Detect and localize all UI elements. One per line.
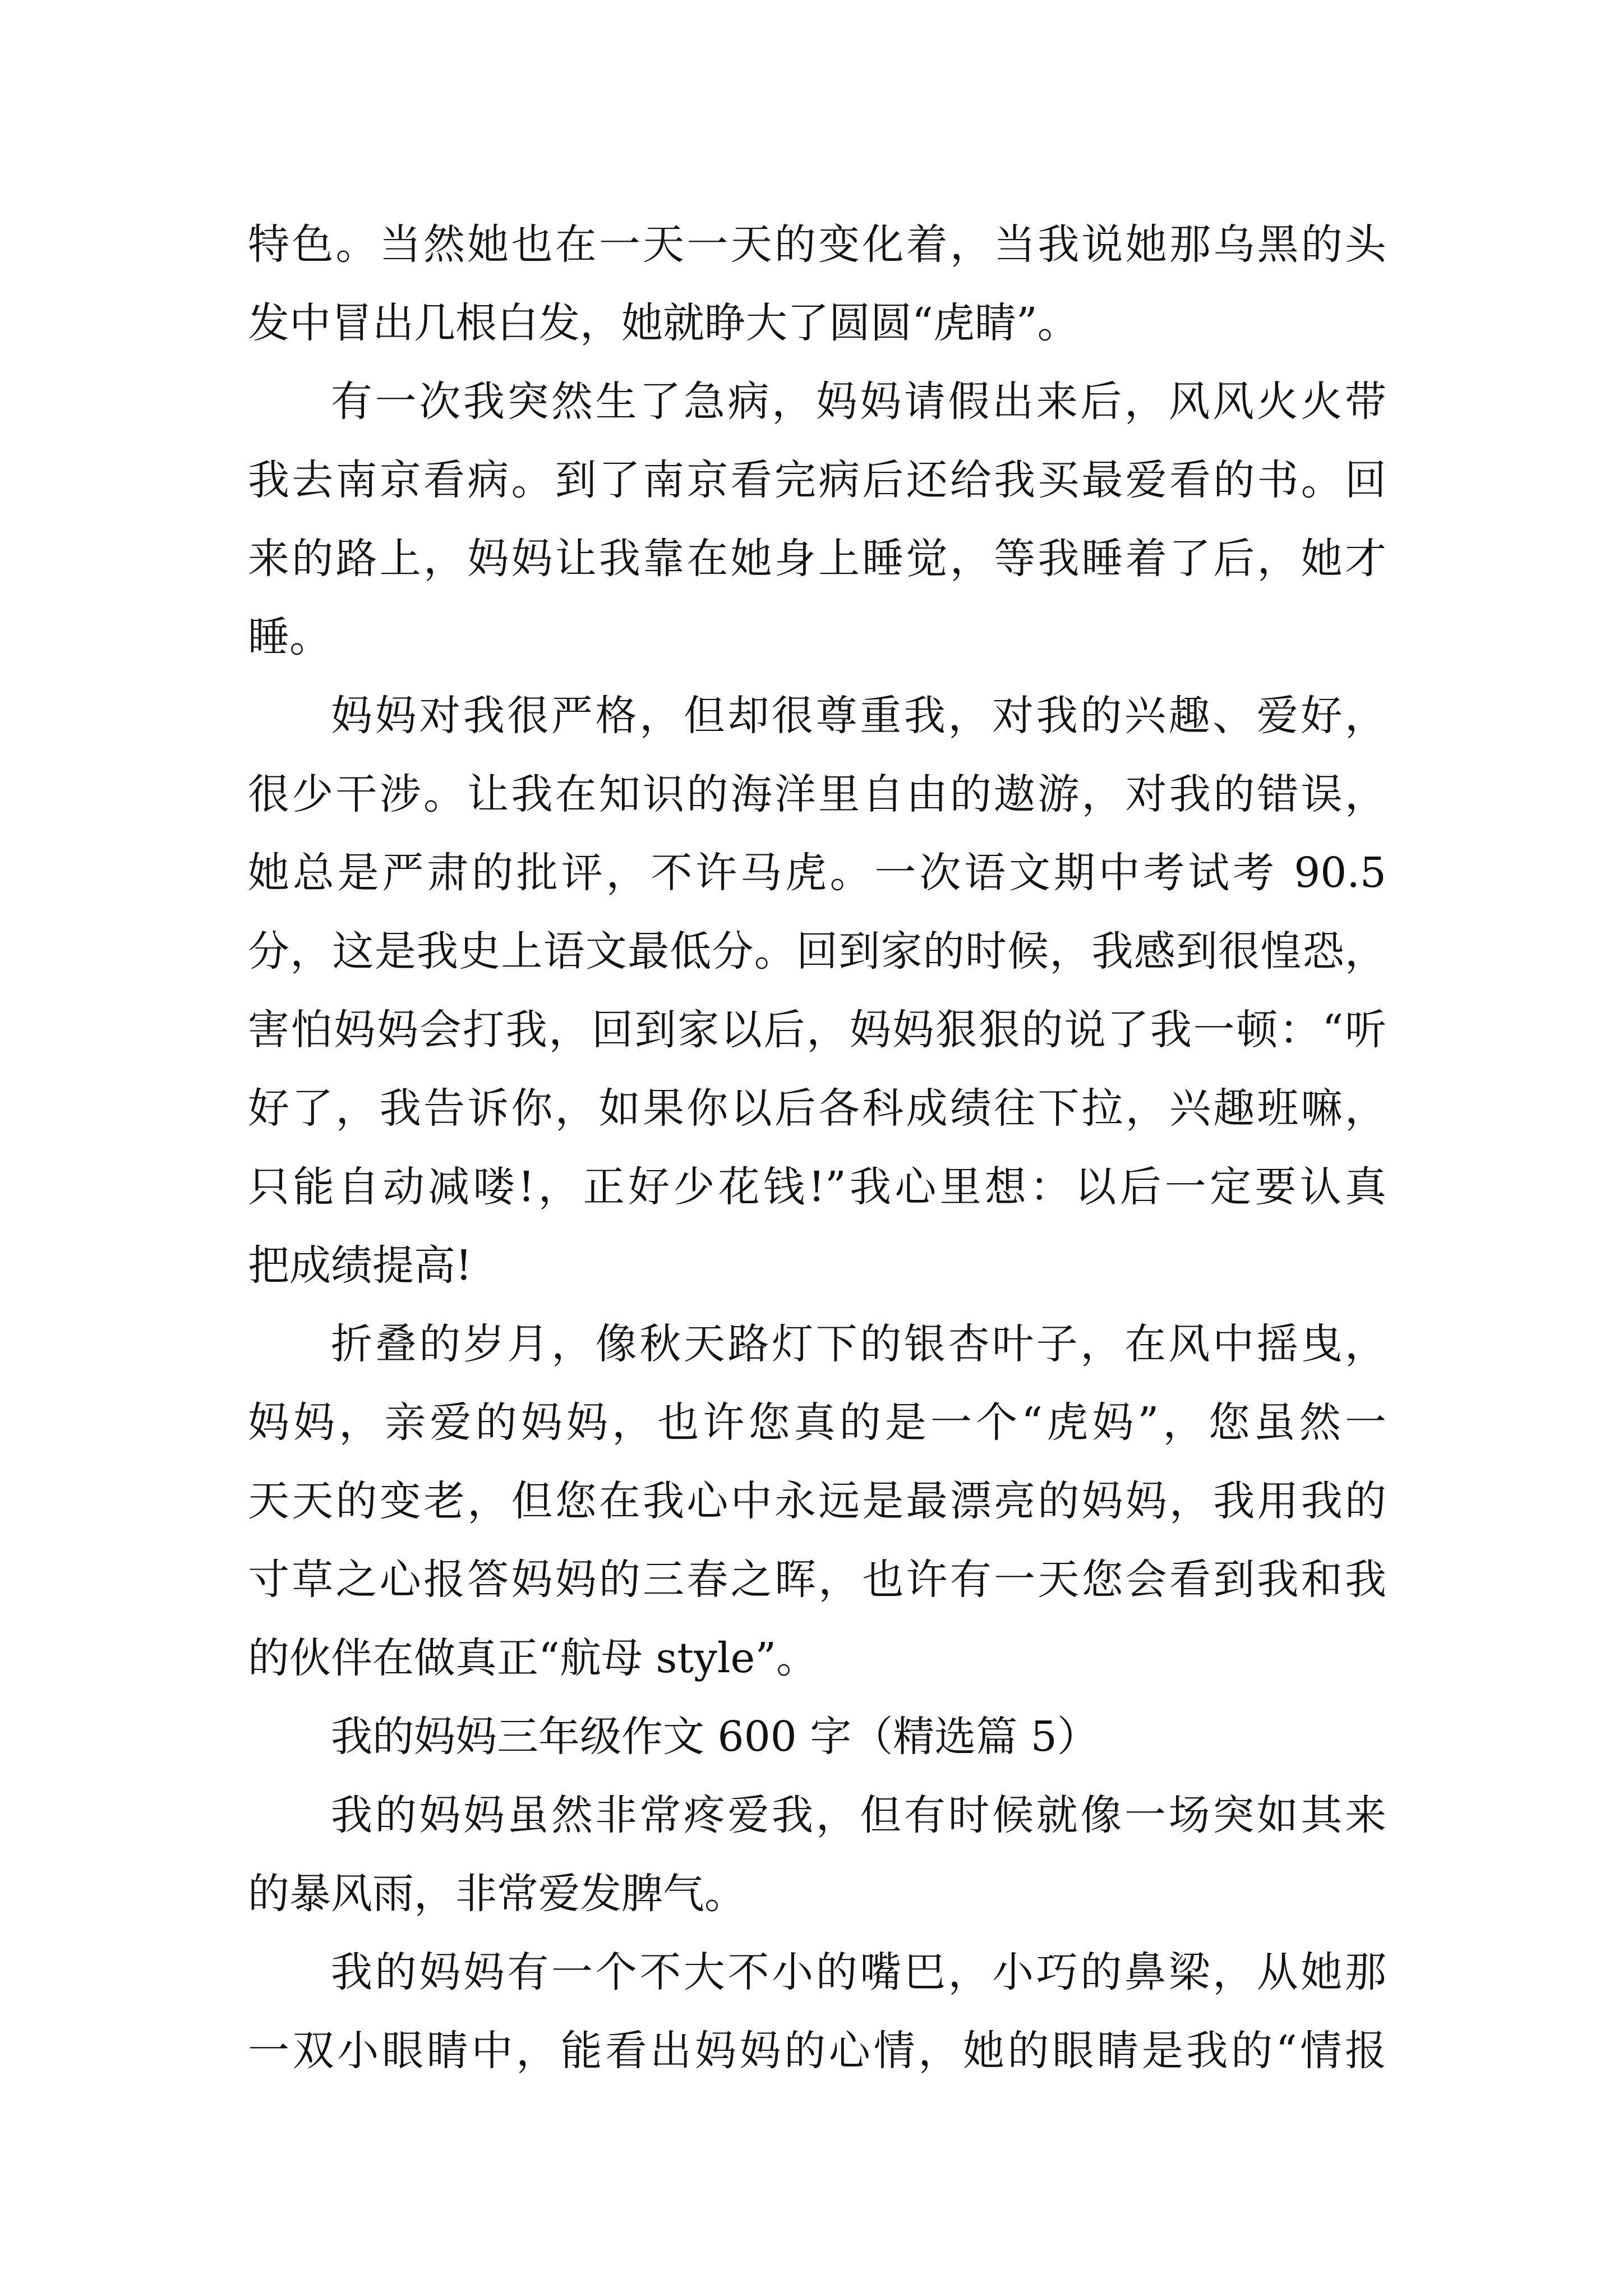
text-line: 睡。 xyxy=(248,613,331,661)
text-line: 把成绩提高! xyxy=(248,1241,472,1290)
text-line: 她总是严肃的批评，不许马虎。一次语文期中考试考 90.5 xyxy=(248,849,1386,897)
paragraph-first-line: 我的妈妈有一个不大不小的嘴巴，小巧的鼻梁，从她那 xyxy=(331,1948,1386,1996)
text-line: 的伙伴在做真正“航母 style”。 xyxy=(248,1634,818,1682)
paragraph-first-line: 折叠的岁月，像秋天路灯下的银杏叶子，在风中摇曳， xyxy=(331,1320,1386,1368)
text-line: 来的路上，妈妈让我靠在她身上睡觉，等我睡着了后，她才 xyxy=(248,535,1386,583)
text-line: 寸草之心报答妈妈的三春之晖，也许有一天您会看到我和我 xyxy=(248,1556,1386,1604)
paragraph-first-line: 妈妈对我很严格，但却很尊重我，对我的兴趣、爱好， xyxy=(331,692,1386,740)
text-line: 天天的变老，但您在我心中永远是最漂亮的妈妈，我用我的 xyxy=(248,1477,1386,1525)
text-line: 分，这是我史上语文最低分。回到家的时候，我感到很惶恐， xyxy=(248,927,1386,976)
section-heading: 我的妈妈三年级作文 600 字（精选篇 5） xyxy=(331,1713,1099,1761)
text-line: 一双小眼睛中，能看出妈妈的心情，她的眼睛是我的“情报 xyxy=(248,2027,1386,2075)
text-line: 发中冒出几根白发，她就睁大了圆圆“虎睛”。 xyxy=(248,299,1079,347)
text-line: 的暴风雨，非常爱发脾气。 xyxy=(248,1870,746,1918)
paragraph-first-line: 我的妈妈虽然非常疼爱我，但有时候就像一场突如其来 xyxy=(331,1791,1386,1839)
text-line: 很少干涉。让我在知识的海洋里自由的遨游，对我的错误， xyxy=(248,770,1386,818)
text-line: 我去南京看病。到了南京看完病后还给我买最爱看的书。回 xyxy=(248,456,1386,504)
text-line: 害怕妈妈会打我，回到家以后，妈妈狠狠的说了我一顿：“听 xyxy=(248,1006,1386,1054)
text-line: 妈妈，亲爱的妈妈，也许您真的是一个“虎妈”，您虽然一 xyxy=(248,1398,1386,1447)
text-line: 只能自动减喽!，正好少花钱!”我心里想：以后一定要认真 xyxy=(248,1163,1386,1211)
text-line: 好了，我告诉你，如果你以后各科成绩往下拉，兴趣班嘛， xyxy=(248,1084,1386,1133)
paragraph-first-line: 有一次我突然生了急病，妈妈请假出来后，风风火火带 xyxy=(331,378,1386,426)
text-line: 特色。当然她也在一天一天的变化着，当我说她那乌黑的头 xyxy=(248,220,1386,269)
